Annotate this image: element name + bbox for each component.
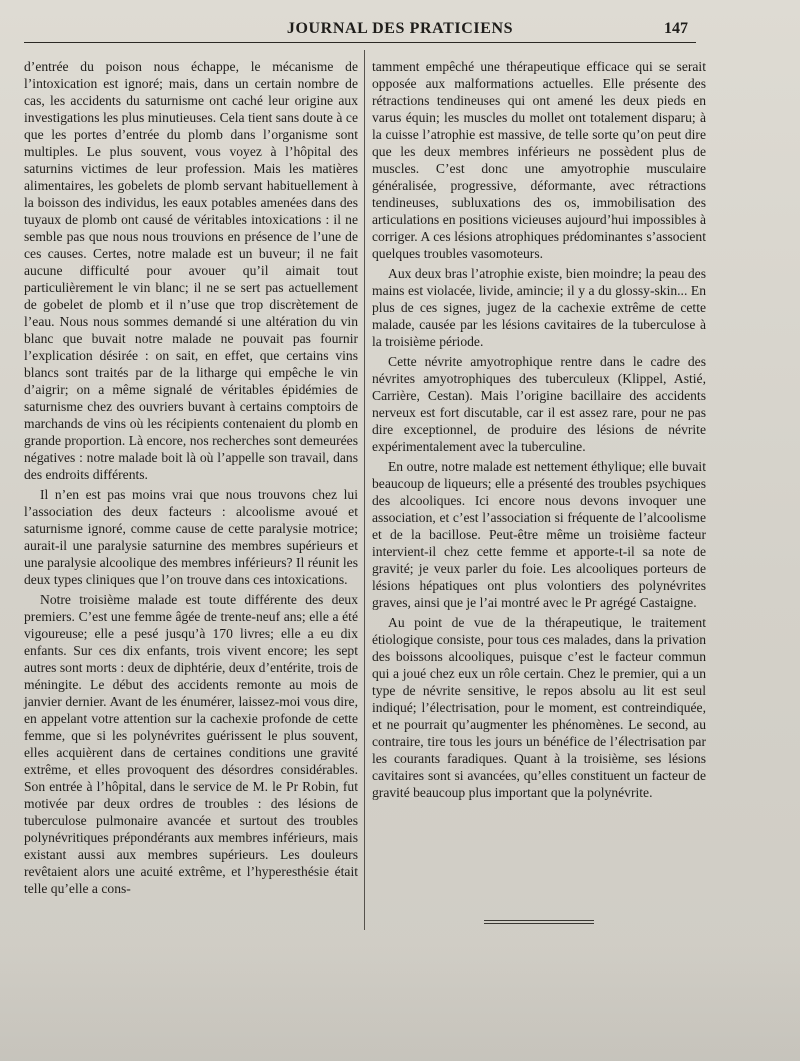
paragraph: d’entrée du poison nous échappe, le mécanisme de l’intoxication est ignoré; mais, dans un certain nombre de cas, les accidents du saturnisme ont caché leur origine aux investigations les plus minutieuses. Cela tient sans doute à ce que les portes d’entrée du plomb dans l’organisme sont multiples. Le plus souvent, vous voyez à l’hôpital des saturnins victimes de leur profession. Mais les matières alimentaires, les gobelets de plomb servant habituellement à la boisson des individus, les eaux potables amenées dans des tuyaux de plomb ont causé de véritables intoxications : il ne semble pas que nous nous trouvions en présence de l’une de ces causes. Certes, notre malade est un buveur; il ne fait aucune difficulté pour avouer qu’il aimait tout particulièrement le vin blanc; il ne se sert pas actuellement de gobelet de plomb et il n’use que trop discrètement de l’eau. Nous nous sommes demandé si une altération du vin blanc que buvait notre malade ne pouvait pas fournir l’explication désirée : on sait, en effet, que certains vins blancs sont traités par de la litharge qui empêche le vin d’aigrir; on a même signalé de véritables épidémies de saturnisme chez des ouvriers buvant à certains comptoirs de marchands de vins où les récipients contenaient du plomb en grande proportion. Là encore, nos recherches sont demeurées négatives : notre malade boit là où l’appelle son travail, dans des endroits différents. <box>24 59 358 482</box>
paragraph: Il n’en est pas moins vrai que nous trouvons chez lui l’association des deux facteurs : alcoolisme avoué et saturnisme ignoré, comme cause de cette paralysie motrice; aurait-il une paralysie saturnine des membres supérieurs et une paralysie alcoolique des membres inférieurs? Il réunit les deux types cliniques que l’on trouve dans ces intoxications. <box>24 487 358 587</box>
page-bottom-margin <box>0 940 800 1061</box>
paragraph: Aux deux bras l’atrophie existe, bien moindre; la peau des mains est violacée, livide, amincie; il y a du glossy-skin... En plus de ces signes, jugez de la cachexie extrême de cette malade, causée par les lésions cavitaires de la tuberculose à la troisième période. <box>372 266 706 349</box>
paragraph: tamment empêché une thérapeutique efficace qui se serait opposée aux malformations actuelles. Elle présente des rétractions tendineuses qui ont amené les deux pieds en varus équin; les muscles du mollet ont totalement disparu; à la cuisse l’atrophie est massive, de telle sorte qu’on peut dire que les deux membres inférieurs ne possèdent plus de muscles. C’est donc une amyotrophie musculaire généralisée, progressive, déformante, avec rétractions tendineuses, subluxations des os, immobilisation des articulations en positions vicieuses aujourd’hui impossibles à corriger. A ces lésions atrophiques prédominantes s’associent quelques troubles vasomoteurs. <box>372 59 706 261</box>
end-rule <box>484 920 594 924</box>
paragraph: Au point de vue de la thérapeutique, le traitement étiologique consiste, pour tous ces malades, dans la privation des boissons alcooliques, puisque c’est le facteur commun qui a joué chez eux un rôle certain. Chez le premier, qui a un type de névrite sensitive, le repos absolu au lit est seul indiqué; l’électrisation, pour le moment, est contreindiquée, et ne pourrait qu’augmenter les phénomènes. Le second, au contraire, tire tous les jours un bénéfice de l’électrisation par les courants faradiques. Quant à la troisième, ses lésions cavitaires sont si avancées, qu’elles constituent un facteur de gravité beaucoup plus important que la polynévrite. <box>372 615 706 800</box>
right-column <box>372 58 706 801</box>
page-number: 147 <box>664 20 688 37</box>
left-column <box>24 58 358 897</box>
paragraph: Cette névrite amyotrophique rentre dans le cadre des névrites amyotrophiques des tuberculeux (Klippel, Astié, Carrière, Cestan). Mais l’origine bacillaire des accidents nerveux est fort discutable, car il est assez rare, pour ne pas dire exceptionnel, de produire des lésions de névrite expérimentalement avec la tuberculine. <box>372 354 706 454</box>
header-rule <box>24 42 696 43</box>
paragraph: En outre, notre malade est nettement éthylique; elle buvait beaucoup de liqueurs; elle a présenté des troubles psychiques des alcooliques. Ici encore nous devons invoquer une association, et c’est l’association si fréquente de l’alcoolisme et de la bacillose. Peut-être même un troisième facteur intervient-il chez cette femme et apporte-t-il sa note de gravité; je veux parler du foie. Les alcooliques porteurs de lésions hépatiques ont plus volontiers des polynévrites graves, ainsi que je l’ai montré avec le Pr agrégé Castaigne. <box>372 459 706 610</box>
paragraph: Notre troisième malade est toute différente des deux premiers. C’est une femme âgée de trente-neuf ans; elle a été vigoureuse; elle a pesé jusqu’à 170 livres; elle a eu dix enfants. Sur ces dix enfants, trois vivent encore; les sept autres sont morts : deux de diphtérie, deux d’entérite, trois de méningite. Le début des accidents remonte au mois de janvier dernier. Avant de les énumérer, laissez-moi vous dire, en appelant votre attention sur la cachexie profonde de cette femme, que si les polynévrites guérissent le plus souvent, elles acquièrent dans de certaines conditions une gravité extrême, et elles provoquent des désordres considérables. Son entrée à l’hôpital, dans le service de M. le Pr Robin, fut motivée par deux ordres de troubles : des lésions de tuberculose pulmonaire avancée et surtout des troubles polynévritiques prépondérants aux membres inférieurs, mais existant aussi aux membres supérieurs. Les douleurs revêtaient alors une acuité extrême, et l’hyperesthésie était telle qu’elle a cons- <box>24 592 358 896</box>
running-head <box>0 20 800 40</box>
column-divider <box>364 50 365 930</box>
journal-title: JOURNAL DES PRATICIENS <box>286 20 514 37</box>
